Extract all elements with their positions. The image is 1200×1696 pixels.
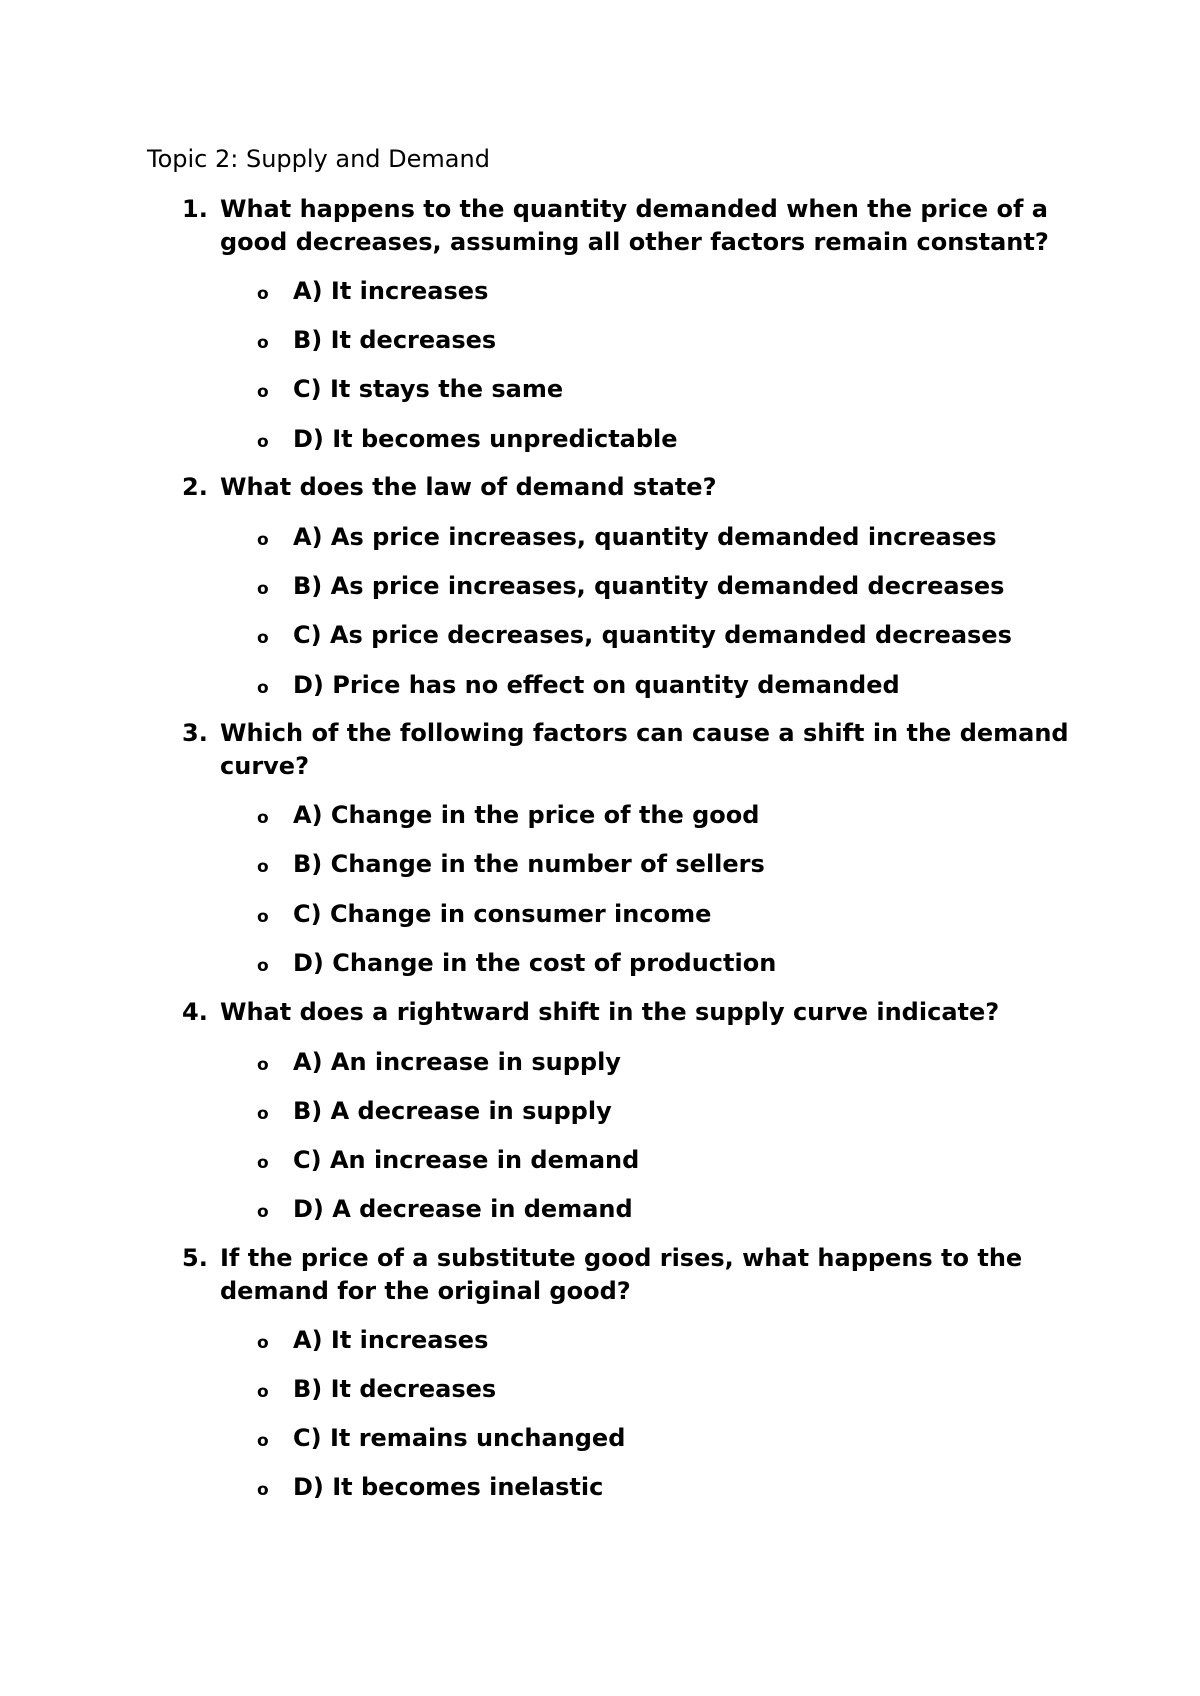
option-text: B) As price increases, quantity demanded decreases bbox=[293, 572, 1005, 600]
option-text: C) It stays the same bbox=[293, 375, 564, 403]
option-text: D) It becomes unpredictable bbox=[293, 425, 678, 453]
option-text: A) It increases bbox=[293, 277, 489, 305]
option-item bbox=[0, 1470, 1200, 1504]
circle-bullet-icon: o bbox=[257, 1104, 269, 1124]
option-item bbox=[0, 1094, 1200, 1128]
option-item bbox=[0, 897, 1200, 931]
circle-bullet-icon: o bbox=[257, 907, 269, 927]
option-item bbox=[0, 1192, 1200, 1226]
option-item bbox=[0, 323, 1200, 357]
question-text: Which of the following factors can cause a shift in the demand curve? bbox=[220, 719, 1069, 780]
circle-bullet-icon: o bbox=[257, 1153, 269, 1173]
option-item bbox=[0, 1421, 1200, 1455]
option-text: B) Change in the number of sellers bbox=[293, 850, 765, 878]
circle-bullet-icon: o bbox=[257, 857, 269, 877]
option-text: A) As price increases, quantity demanded increases bbox=[293, 523, 997, 551]
option-item bbox=[0, 668, 1200, 702]
option-item bbox=[0, 520, 1200, 554]
option-item bbox=[0, 372, 1200, 406]
question-text: What does a rightward shift in the supply curve indicate? bbox=[220, 998, 1000, 1026]
page-title: Topic 2: Supply and Demand bbox=[147, 145, 490, 173]
option-text: C) As price decreases, quantity demanded decreases bbox=[293, 621, 1012, 649]
circle-bullet-icon: o bbox=[257, 956, 269, 976]
circle-bullet-icon: o bbox=[257, 1055, 269, 1075]
circle-bullet-icon: o bbox=[257, 382, 269, 402]
circle-bullet-icon: o bbox=[257, 1202, 269, 1222]
circle-bullet-icon: o bbox=[257, 1382, 269, 1402]
option-text: A) Change in the price of the good bbox=[293, 801, 760, 829]
option-text: B) It decreases bbox=[293, 326, 497, 354]
option-text: A) It increases bbox=[293, 1326, 489, 1354]
question-text: If the price of a substitute good rises, what happens to the demand for the original good? bbox=[220, 1244, 1023, 1305]
question-text: What does the law of demand state? bbox=[220, 473, 717, 501]
option-text: B) It decreases bbox=[293, 1375, 497, 1403]
option-item bbox=[0, 798, 1200, 832]
circle-bullet-icon: o bbox=[257, 333, 269, 353]
question-number: 3. bbox=[182, 719, 208, 747]
circle-bullet-icon: o bbox=[257, 628, 269, 648]
option-text: C) An increase in demand bbox=[293, 1146, 640, 1174]
circle-bullet-icon: o bbox=[257, 808, 269, 828]
option-item bbox=[0, 618, 1200, 652]
circle-bullet-icon: o bbox=[257, 1480, 269, 1500]
option-item bbox=[0, 274, 1200, 308]
question-number: 2. bbox=[182, 473, 208, 501]
option-item bbox=[0, 1372, 1200, 1406]
option-text: D) A decrease in demand bbox=[293, 1195, 633, 1223]
question-number: 4. bbox=[182, 998, 208, 1026]
option-item bbox=[0, 569, 1200, 603]
question-text: What happens to the quantity demanded when the price of a good decreases, assuming all other factors remain constant? bbox=[220, 195, 1049, 256]
circle-bullet-icon: o bbox=[257, 530, 269, 550]
option-text: C) It remains unchanged bbox=[293, 1424, 626, 1452]
circle-bullet-icon: o bbox=[257, 1431, 269, 1451]
circle-bullet-icon: o bbox=[257, 432, 269, 452]
option-item bbox=[0, 1143, 1200, 1177]
option-item bbox=[0, 1045, 1200, 1079]
option-text: B) A decrease in supply bbox=[293, 1097, 612, 1125]
circle-bullet-icon: o bbox=[257, 678, 269, 698]
option-item bbox=[0, 1323, 1200, 1357]
circle-bullet-icon: o bbox=[257, 284, 269, 304]
option-item bbox=[0, 946, 1200, 980]
question-number: 5. bbox=[182, 1244, 208, 1272]
circle-bullet-icon: o bbox=[257, 1333, 269, 1353]
option-text: D) It becomes inelastic bbox=[293, 1473, 604, 1501]
option-text: C) Change in consumer income bbox=[293, 900, 712, 928]
option-item bbox=[0, 422, 1200, 456]
circle-bullet-icon: o bbox=[257, 579, 269, 599]
option-text: A) An increase in supply bbox=[293, 1048, 621, 1076]
option-text: D) Change in the cost of production bbox=[293, 949, 777, 977]
question-number: 1. bbox=[182, 195, 208, 223]
option-item bbox=[0, 847, 1200, 881]
option-text: D) Price has no effect on quantity demanded bbox=[293, 671, 900, 699]
